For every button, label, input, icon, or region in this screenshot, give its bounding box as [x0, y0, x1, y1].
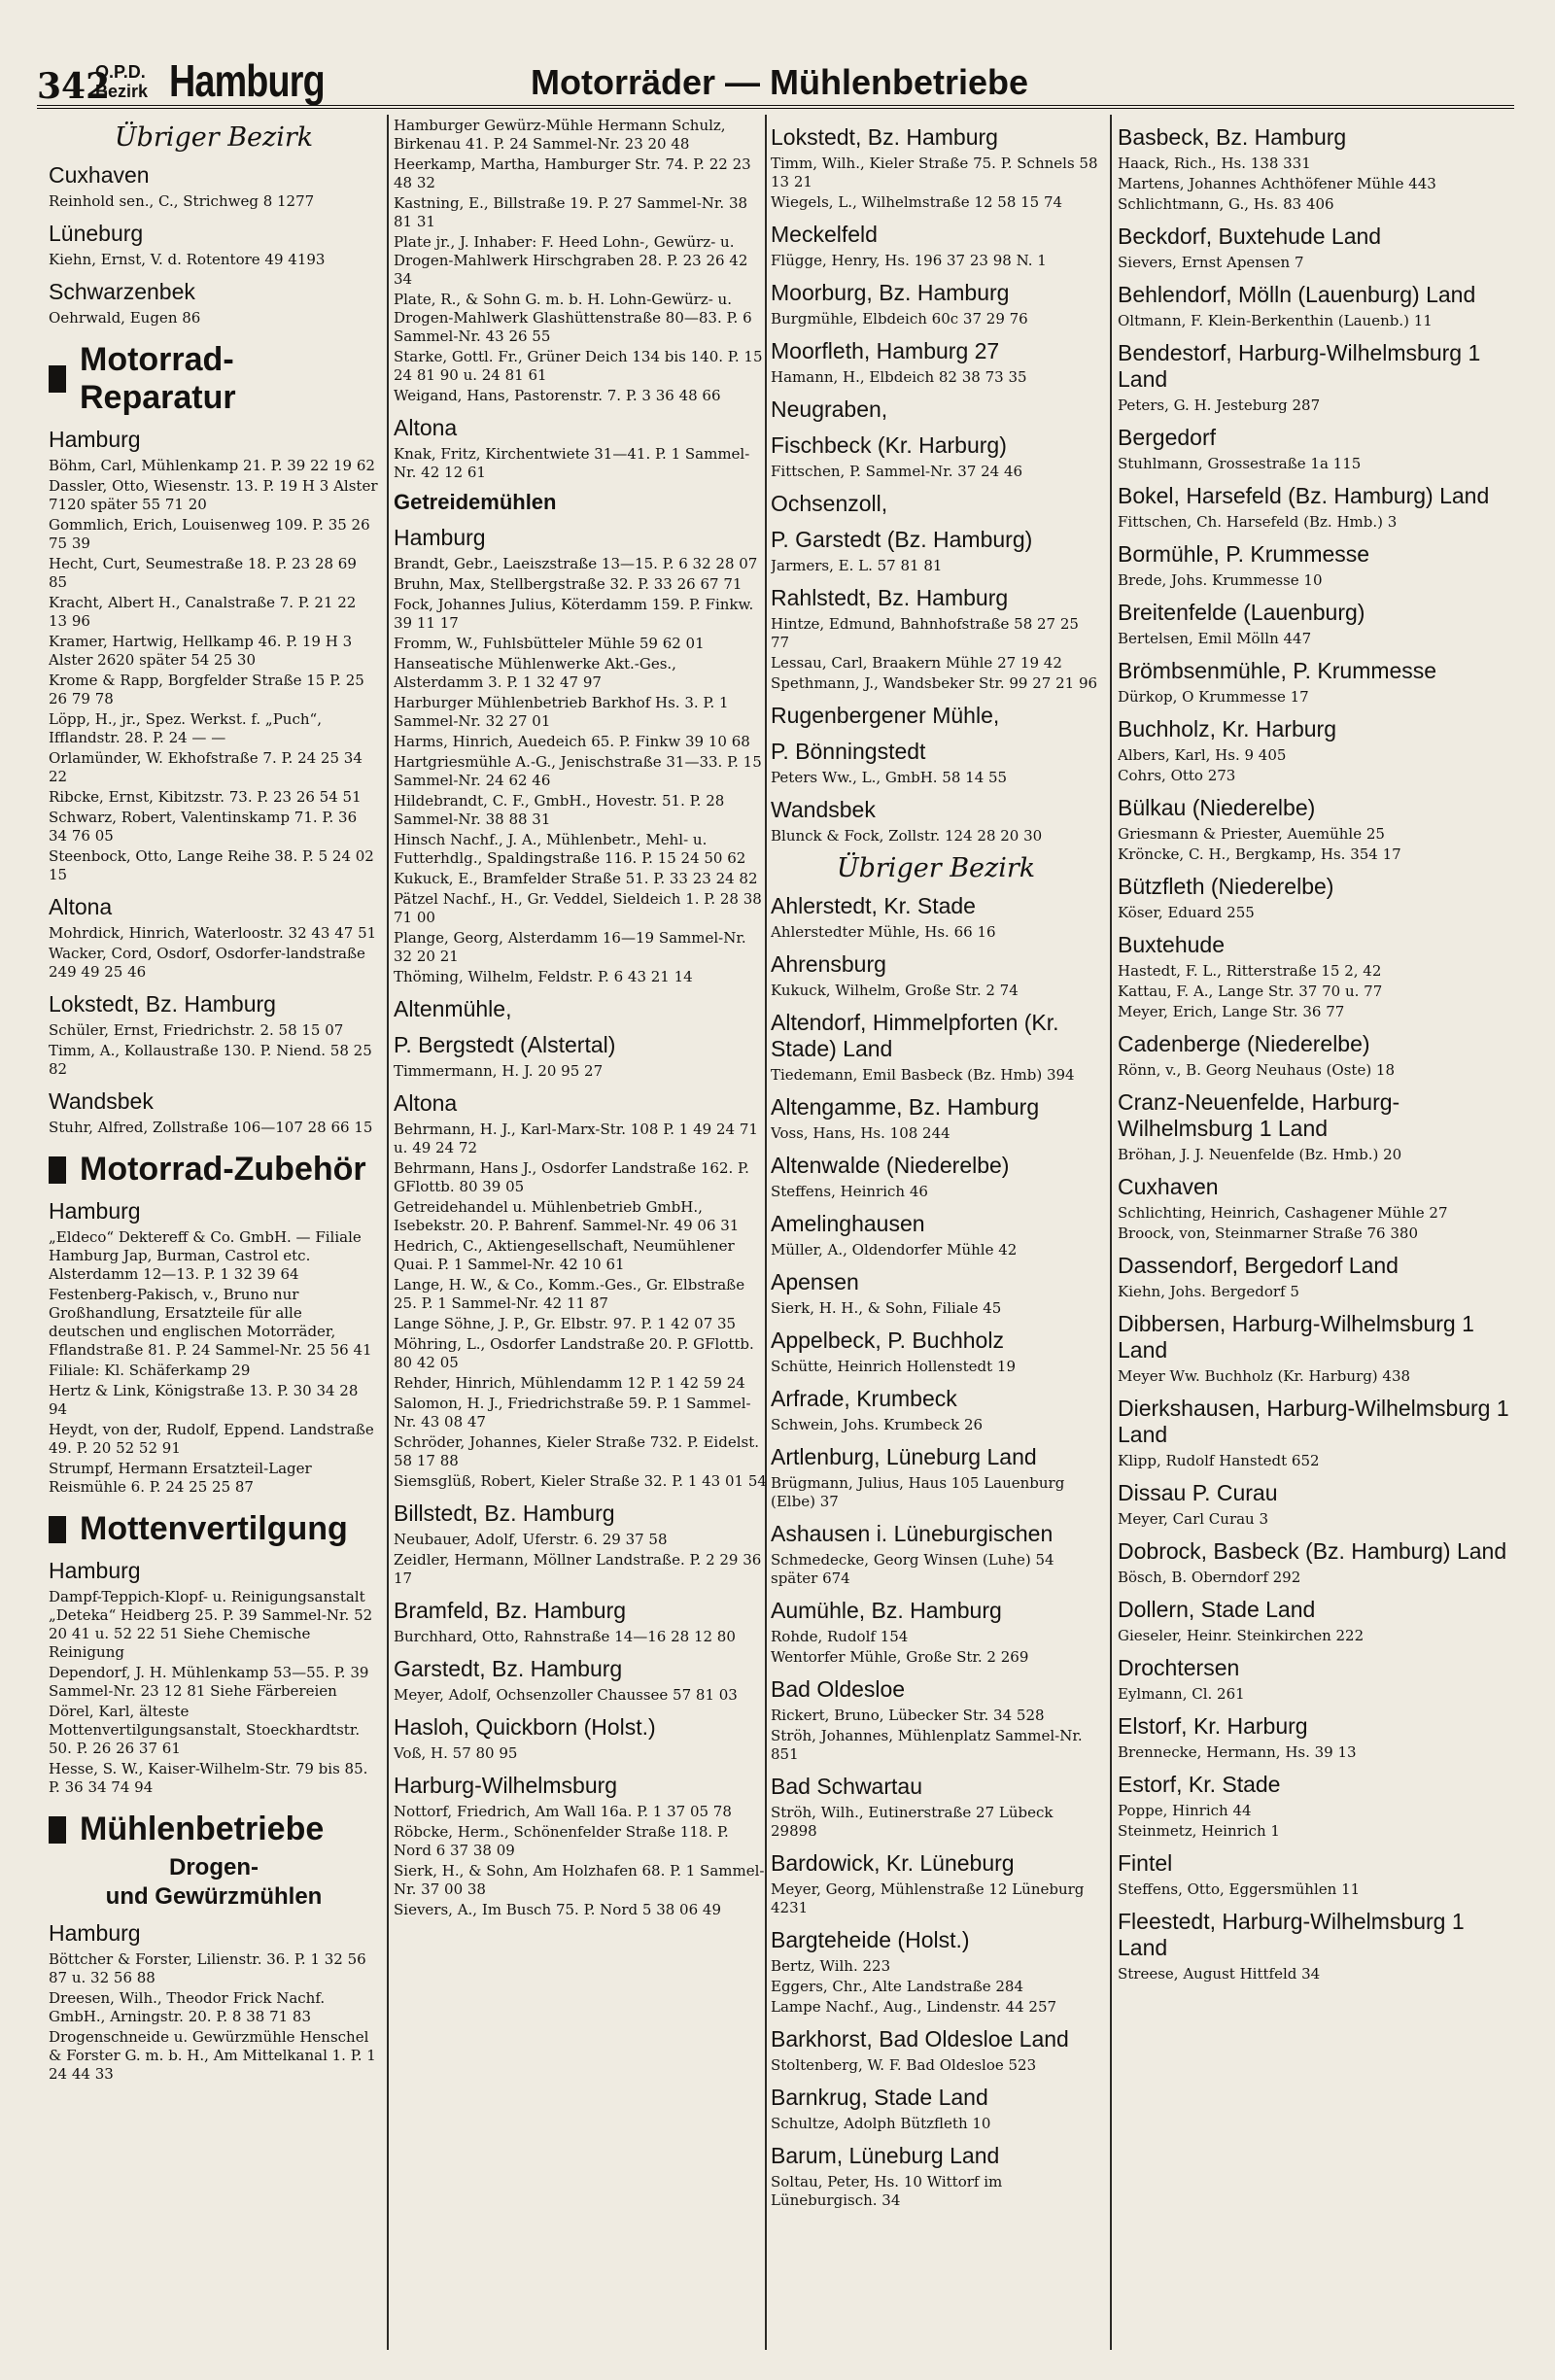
directory-entry: Reinhold sen., C., Strichweg 8 1277: [49, 192, 315, 210]
directory-entry: Schröder, Johannes, Kieler Straße 732. P. Eidelst. 58 17 88: [394, 1433, 760, 1469]
directory-entry: Kiehn, Johs. Bergedorf 5: [1118, 1283, 1299, 1300]
directory-entry: Steenbock, Otto, Lange Reihe 38. P. 5 24 02 15: [49, 847, 374, 883]
directory-entry: Hedrich, C., Aktiengesellschaft, Neumühlener Quai. P. 1 Sammel-Nr. 42 10 61: [394, 1237, 735, 1273]
directory-entry: Hesse, S. W., Kaiser-Wilhelm-Str. 79 bis 85. P. 36 34 74 94: [49, 1760, 368, 1796]
directory-entry: Meyer, Erich, Lange Str. 36 77: [1118, 1003, 1345, 1020]
directory-column-1: [49, 115, 379, 2350]
directory-entry: Salomon, H. J., Friedrichstraße 59. P. 1 Sammel-Nr. 43 08 47: [394, 1395, 751, 1431]
directory-entry: Heerkamp, Martha, Hamburger Str. 74. P. 22 23 48 32: [394, 155, 751, 191]
place-heading: Altenwalde (Niederelbe): [771, 1153, 1010, 1178]
directory-entry: Martens, Johannes Achthöfener Mühle 443: [1118, 175, 1436, 192]
place-heading: Elstorf, Kr. Harburg: [1118, 1713, 1308, 1739]
directory-entry: Köser, Eduard 255: [1118, 904, 1255, 921]
directory-entry: Timm, A., Kollaustraße 130. P. Niend. 58 25 82: [49, 1042, 372, 1078]
directory-entry: Wiegels, L., Wilhelmstraße 12 58 15 74: [771, 193, 1063, 211]
subcategory-heading: Drogen-: [169, 1854, 259, 1880]
place-heading: Ochsenzoll,: [771, 491, 888, 516]
directory-entry: Stuhr, Alfred, Zollstraße 106—107 28 66 15: [49, 1119, 373, 1136]
place-heading: Dobrock, Basbeck (Bz. Hamburg) Land: [1118, 1538, 1507, 1564]
directory-entry: Albers, Karl, Hs. 9 405: [1118, 746, 1287, 764]
directory-entry: Voss, Hans, Hs. 108 244: [771, 1124, 950, 1142]
directory-entry: Strumpf, Hermann Ersatzteil-Lager Reismühle 6. P. 24 25 25 87: [49, 1460, 312, 1496]
page-number: 342: [37, 66, 111, 107]
directory-entry: Klipp, Rudolf Hanstedt 652: [1118, 1452, 1320, 1469]
directory-entry: Dassler, Otto, Wiesenstr. 13. P. 19 H 3 Alster 7120 später 55 71 20: [49, 477, 378, 513]
district-heading: Übriger Bezirk: [114, 122, 314, 153]
place-heading: Appelbeck, P. Buchholz: [771, 1328, 1004, 1353]
square-bullet-icon: [49, 1156, 66, 1184]
place-heading: P. Bönningstedt: [771, 739, 926, 764]
place-heading: Barum, Lüneburg Land: [771, 2143, 1000, 2168]
place-heading: Amelinghausen: [771, 1211, 925, 1236]
directory-entry: Ströh, Johannes, Mühlenplatz Sammel-Nr. 851: [771, 1727, 1083, 1763]
place-heading: Dibbersen, Harburg-Wilhelmsburg 1 Land: [1118, 1311, 1474, 1362]
opd-text: O.P.D.: [95, 62, 146, 82]
directory-entry: Böttcher & Forster, Lilienstr. 36. P. 1 32 56 87 u. 32 56 88: [49, 1950, 366, 1986]
place-heading: Altendorf, Himmelpforten (Kr. Stade) Land: [771, 1010, 1059, 1061]
place-heading: Bramfeld, Bz. Hamburg: [394, 1598, 627, 1623]
place-heading: Bendestorf, Harburg-Wilhelmsburg 1 Land: [1118, 340, 1481, 392]
directory-entry: Harms, Hinrich, Auedeich 65. P. Finkw 39 10 68: [394, 733, 750, 750]
directory-entry: Bruhn, Max, Stellbergstraße 32. P. 33 26 67 71: [394, 575, 743, 593]
directory-entry: Schüler, Ernst, Friedrichstr. 2. 58 15 07: [49, 1021, 344, 1039]
directory-entry: Fittschen, P. Sammel-Nr. 37 24 46: [771, 463, 1023, 480]
directory-entry: Starke, Gottl. Fr., Grüner Deich 134 bis 140. P. 15 24 81 90 u. 24 81 61: [394, 348, 763, 384]
directory-entry: Tiedemann, Emil Basbeck (Bz. Hmb) 394: [771, 1066, 1075, 1084]
directory-entry: Brügmann, Julius, Haus 105 Lauenburg (Elbe) 37: [771, 1474, 1065, 1510]
directory-entry: Rohde, Rudolf 154: [771, 1628, 909, 1645]
directory-entry: Sierk, H., & Sohn, Am Holzhafen 68. P. 1 Sammel-Nr. 37 00 38: [394, 1862, 765, 1898]
place-heading: Breitenfelde (Lauenburg): [1118, 600, 1365, 625]
place-heading: Altona: [49, 894, 113, 919]
directory-entry: Meyer Ww. Buchholz (Kr. Harburg) 438: [1118, 1367, 1411, 1385]
place-heading: Schwarzenbek: [49, 279, 195, 304]
directory-entry: Dörel, Karl, älteste Mottenvertilgungsanstalt, Stoeckhardtstr. 50. P. 26 26 37 61: [49, 1703, 361, 1757]
directory-entry: Schlichting, Heinrich, Cashagener Mühle 27: [1118, 1204, 1448, 1222]
place-heading: Moorfleth, Hamburg 27: [771, 338, 1000, 363]
directory-entry: Kukuck, E., Bramfelder Straße 51. P. 33 23 24 82: [394, 870, 758, 887]
category-banner: [49, 1811, 379, 1848]
place-heading: Rahlstedt, Bz. Hamburg: [771, 585, 1009, 610]
place-heading: Bülkau (Niederelbe): [1118, 795, 1316, 820]
place-heading: Hamburg: [49, 1920, 141, 1946]
square-bullet-icon: [49, 1816, 66, 1844]
directory-entry: Orlamünder, W. Ekhofstraße 7. P. 24 25 34 22: [49, 749, 363, 785]
directory-entry: Oltmann, F. Klein-Berkenthin (Lauenb.) 11: [1118, 312, 1433, 329]
directory-entry: Gommlich, Erich, Louisenweg 109. P. 35 26 75 39: [49, 516, 370, 552]
directory-entry: Hanseatische Mühlenwerke Akt.-Ges., Alsterdamm 3. P. 1 32 47 97: [394, 655, 676, 691]
directory-entry: Peters, G. H. Jesteburg 287: [1118, 397, 1321, 414]
directory-entry: Getreidehandel u. Mühlenbetrieb GmbH., Isebekstr. 20. P. Bahrenf. Sammel-Nr. 49 06 31: [394, 1198, 740, 1234]
place-heading: Altengamme, Bz. Hamburg: [771, 1094, 1040, 1120]
directory-entry: Soltau, Peter, Hs. 10 Wittorf im Lüneburgisch. 34: [771, 2173, 1003, 2209]
directory-entry: Fromm, W., Fuhlsbütteler Mühle 59 62 01: [394, 635, 705, 652]
place-heading: Ashausen i. Lüneburgischen: [771, 1521, 1054, 1546]
directory-entry: Burgmühle, Elbdeich 60c 37 29 76: [771, 310, 1028, 328]
directory-entry: Böhm, Carl, Mühlenkamp 21. P. 39 22 19 62: [49, 457, 375, 474]
place-heading: Beckdorf, Buxtehude Land: [1118, 224, 1382, 249]
section-title: Motorräder — Mühlenbetriebe: [531, 62, 1029, 102]
directory-entry: Jarmers, E. L. 57 81 81: [771, 557, 943, 574]
place-heading: Bützfleth (Niederelbe): [1118, 874, 1334, 899]
directory-entry: Ströh, Wilh., Eutinerstraße 27 Lübeck 29898: [771, 1804, 1054, 1840]
directory-entry: Blunck & Fock, Zollstr. 124 28 20 30: [771, 827, 1043, 845]
place-heading: Meckelfeld: [771, 222, 878, 247]
category-banner: [49, 341, 379, 417]
place-heading: Lokstedt, Bz. Hamburg: [49, 991, 276, 1017]
place-heading: P. Bergstedt (Alstertal): [394, 1032, 616, 1057]
place-heading: Barkhorst, Bad Oldesloe Land: [771, 2026, 1069, 2052]
directory-entry: Krome & Rapp, Borgfelder Straße 15 P. 25 26 79 78: [49, 672, 364, 707]
directory-entry: Hastedt, F. L., Ritterstraße 15 2, 42: [1118, 962, 1382, 980]
bezirk-text: Bezirk: [95, 82, 149, 101]
directory-entry: Meyer, Carl Curau 3: [1118, 1510, 1269, 1528]
directory-entry: Schwarz, Robert, Valentinskamp 71. P. 36 34 76 05: [49, 809, 358, 845]
directory-entry: Broock, von, Steinmarner Straße 76 380: [1118, 1224, 1419, 1242]
city-title: Hamburg: [169, 55, 325, 106]
place-heading: Artlenburg, Lüneburg Land: [771, 1444, 1037, 1469]
directory-entry: Kracht, Albert H., Canalstraße 7. P. 21 22 13 96: [49, 594, 357, 630]
place-heading: Basbeck, Bz. Hamburg: [1118, 124, 1347, 150]
directory-entry: Ribcke, Ernst, Kibitzstr. 73. P. 23 26 54 51: [49, 788, 362, 806]
directory-entry: Hildebrandt, C. F., GmbH., Hovestr. 51. P. 28 Sammel-Nr. 38 88 31: [394, 792, 725, 828]
category-banner: [49, 1151, 379, 1189]
place-heading: Altona: [394, 1090, 458, 1116]
column-divider: [387, 115, 389, 2350]
directory-entry: Bertelsen, Emil Mölln 447: [1118, 630, 1312, 647]
directory-entry: Kastning, E., Billstraße 19. P. 27 Sammel-Nr. 38 81 31: [394, 194, 748, 230]
directory-entry: Schwein, Johs. Krumbeck 26: [771, 1416, 984, 1433]
directory-entry: Hartgriesmühle A.-G., Jenischstraße 31—33. P. 15 Sammel-Nr. 24 62 46: [394, 753, 762, 789]
category-banner-label: Mühlenbetriebe: [80, 1811, 325, 1847]
directory-entry: Harburger Mühlenbetrieb Barkhof Hs. 3. P. 1 Sammel-Nr. 32 27 01: [394, 694, 729, 730]
place-heading: Apensen: [771, 1269, 859, 1294]
directory-entry: Zeidler, Hermann, Möllner Landstraße. P. 2 29 36 17: [394, 1551, 762, 1587]
directory-entry: Voß, H. 57 80 95: [394, 1744, 518, 1762]
directory-entry: Hinsch Nachf., J. A., Mühlenbetr., Mehl- u. Futterhdlg., Spaldingstraße 116. P. 15 24 50 62: [394, 831, 746, 867]
directory-entry: Steffens, Heinrich 46: [771, 1183, 928, 1200]
directory-entry: Fock, Johannes Julius, Köterdamm 159. P. Finkw. 39 11 17: [394, 596, 754, 632]
directory-entry: Mohrdick, Hinrich, Waterloostr. 32 43 47 51: [49, 924, 377, 942]
directory-entry: Hertz & Link, Königstraße 13. P. 30 34 28 94: [49, 1382, 359, 1418]
place-heading: Bargteheide (Holst.): [771, 1927, 970, 1952]
place-heading: Moorburg, Bz. Hamburg: [771, 280, 1010, 305]
place-heading: Hamburg: [49, 1558, 141, 1583]
directory-entry: Behrmann, H. J., Karl-Marx-Str. 108 P. 1 49 24 71 u. 49 24 72: [394, 1121, 758, 1156]
directory-entry: Lessau, Carl, Braakern Mühle 27 19 42: [771, 654, 1062, 672]
directory-entry: Cohrs, Otto 273: [1118, 767, 1236, 784]
place-heading: Ahrensburg: [771, 951, 886, 977]
directory-entry: Peters Ww., L., GmbH. 58 14 55: [771, 769, 1008, 786]
directory-entry: Hintze, Edmund, Bahnhofstraße 58 27 25 77: [771, 615, 1079, 651]
place-heading: Behlendorf, Mölln (Lauenburg) Land: [1118, 282, 1476, 307]
place-heading: Wandsbek: [771, 797, 876, 822]
directory-entry: Filiale: Kl. Schäferkamp 29: [49, 1362, 251, 1379]
column-divider: [1110, 115, 1112, 2350]
directory-entry: Sierk, H. H., & Sohn, Filiale 45: [771, 1299, 1002, 1317]
directory-entry: Kröncke, C. H., Bergkamp, Hs. 354 17: [1118, 845, 1401, 863]
place-heading: Altona: [394, 415, 458, 440]
square-bullet-icon: [49, 1516, 66, 1543]
place-heading: Bergedorf: [1118, 425, 1217, 450]
district-heading: Übriger Bezirk: [836, 853, 1036, 883]
place-heading: Bokel, Harsefeld (Bz. Hamburg) Land: [1118, 483, 1490, 508]
place-heading: Hamburg: [49, 1198, 141, 1224]
directory-entry: Kattau, F. A., Lange Str. 37 70 u. 77: [1118, 983, 1383, 1000]
place-heading: Fintel: [1118, 1850, 1173, 1876]
directory-entry: Siemsglüß, Robert, Kieler Straße 32. P. 1 43 01 54: [394, 1472, 767, 1490]
place-heading: Buchholz, Kr. Harburg: [1118, 716, 1337, 742]
directory-entry: Müller, A., Oldendorfer Mühle 42: [771, 1241, 1018, 1259]
directory-entry: Poppe, Hinrich 44: [1118, 1802, 1252, 1819]
place-heading: Cuxhaven: [1118, 1174, 1219, 1199]
directory-entry: Ahlerstedter Mühle, Hs. 66 16: [771, 923, 996, 941]
directory-entry: Brandt, Gebr., Laeiszstraße 13—15. P. 6 32 28 07: [394, 555, 758, 572]
place-heading: Cuxhaven: [49, 162, 150, 188]
directory-entry: Löpp, H., jr., Spez. Werkst. f. „Puch“, Ifflandstr. 28. P. 24 — —: [49, 710, 322, 746]
directory-entry: Hamburger Gewürz-Mühle Hermann Schulz, Birkenau 41. P. 24 Sammel-Nr. 23 20 48: [394, 117, 726, 153]
directory-entry: Gieseler, Heinr. Steinkirchen 222: [1118, 1627, 1365, 1644]
directory-entry: Eggers, Chr., Alte Landstraße 284: [771, 1978, 1024, 1995]
place-heading: Cranz-Neuenfelde, Harburg-Wilhelmsburg 1 Land: [1118, 1089, 1400, 1141]
place-heading: Harburg-Wilhelmsburg: [394, 1773, 618, 1798]
place-heading: Hamburg: [49, 427, 141, 452]
page-header: [37, 54, 1495, 111]
place-heading: Aumühle, Bz. Hamburg: [771, 1598, 1002, 1623]
directory-entry: Oehrwald, Eugen 86: [49, 309, 201, 327]
directory-entry: Eylmann, Cl. 261: [1118, 1685, 1245, 1703]
directory-entry: Spethmann, J., Wandsbeker Str. 99 27 21 96: [771, 674, 1098, 692]
directory-entry: Nottorf, Friedrich, Am Wall 16a. P. 1 37 05 78: [394, 1803, 732, 1820]
place-heading: Lüneburg: [49, 221, 144, 246]
directory-entry: Festenberg-Pakisch, v., Bruno nur Großhandlung, Ersatzteile für alle deutschen und englischen Motorräder, Fflandstraße 81. P. 24 Sammel-Nr. 25 56 41: [49, 1286, 372, 1359]
directory-entry: Sievers, Ernst Apensen 7: [1118, 254, 1304, 271]
place-heading: Dassendorf, Bergedorf Land: [1118, 1253, 1399, 1278]
subcategory-heading: und Gewürzmühlen: [105, 1883, 323, 1910]
place-heading: Garstedt, Bz. Hamburg: [394, 1656, 623, 1681]
directory-entry: Wentorfer Mühle, Große Str. 2 269: [771, 1648, 1029, 1666]
category-banner: [49, 1510, 379, 1548]
place-heading: Dissau P. Curau: [1118, 1480, 1278, 1505]
directory-entry: Wacker, Cord, Osdorf, Osdorfer-landstraße 249 49 25 46: [49, 945, 365, 981]
directory-entry: Lange, H. W., & Co., Komm.-Ges., Gr. Elbstraße 25. P. 1 Sammel-Nr. 42 11 87: [394, 1276, 745, 1312]
directory-entry: Knak, Fritz, Kirchentwiete 31—41. P. 1 Sammel-Nr. 42 12 61: [394, 445, 750, 481]
directory-entry: Sievers, A., Im Busch 75. P. Nord 5 38 06 49: [394, 1901, 721, 1918]
place-heading: Altenmühle,: [394, 996, 512, 1021]
directory-entry: Schütte, Heinrich Hollenstedt 19: [771, 1358, 1017, 1375]
place-heading: Buxtehude: [1118, 932, 1225, 957]
directory-entry: Brennecke, Hermann, Hs. 39 13: [1118, 1743, 1357, 1761]
directory-entry: Weigand, Hans, Pastorenstr. 7. P. 3 36 48 66: [394, 387, 721, 404]
directory-entry: Plate jr., J. Inhaber: F. Heed Lohn-, Gewürz- u. Drogen-Mahlwerk Hirschgraben 28. P. 23 26 42 34: [394, 233, 748, 288]
directory-entry: Möhring, L., Osdorfer Landstraße 20. P. GFlottb. 80 42 05: [394, 1335, 754, 1371]
directory-entry: Schmedecke, Georg Winsen (Luhe) 54 später 674: [771, 1551, 1054, 1587]
place-heading: Estorf, Kr. Stade: [1118, 1772, 1281, 1797]
directory-entry: Rönn, v., B. Georg Neuhaus (Oste) 18: [1118, 1061, 1396, 1079]
place-heading: Ahlerstedt, Kr. Stade: [771, 893, 976, 918]
directory-entry: Dampf-Teppich-Klopf- u. Reinigungsanstalt „Deteka“ Heidberg 25. P. 39 Sammel-Nr. 52 20 41 u. 52 22 51 Siehe Chemische Reinigung: [49, 1588, 373, 1661]
place-heading: Bad Schwartau: [771, 1774, 922, 1799]
directory-entry: Thöming, Wilhelm, Feldstr. P. 6 43 21 14: [394, 968, 693, 985]
directory-entry: Dreesen, Wilh., Theodor Frick Nachf. GmbH., Arningstr. 20. P. 8 38 71 83: [49, 1989, 326, 2025]
opd-label: [95, 62, 148, 101]
directory-entry: Lampe Nachf., Aug., Lindenstr. 44 257: [771, 1998, 1057, 2016]
place-heading: Dierkshausen, Harburg-Wilhelmsburg 1 Land: [1118, 1396, 1509, 1447]
directory-entry: Röbcke, Herm., Schönenfelder Straße 118. P. Nord 6 37 38 09: [394, 1823, 729, 1859]
place-heading: Wandsbek: [49, 1088, 154, 1114]
directory-column-3: [771, 115, 1101, 2350]
directory-entry: Steffens, Otto, Eggersmühlen 11: [1118, 1880, 1361, 1898]
place-heading: Cadenberge (Niederelbe): [1118, 1031, 1370, 1056]
directory-entry: Flügge, Henry, Hs. 196 37 23 98 N. 1: [771, 252, 1047, 269]
directory-entry: Stoltenberg, W. F. Bad Oldesloe 523: [771, 2056, 1037, 2074]
directory-entry: Bösch, B. Oberndorf 292: [1118, 1569, 1301, 1586]
place-heading: Brömbsenmühle, P. Krummesse: [1118, 658, 1437, 683]
place-heading: Bardowick, Kr. Lüneburg: [771, 1850, 1015, 1876]
directory-entry: Kiehn, Ernst, V. d. Rotentore 49 4193: [49, 251, 326, 268]
subcategory-heading: Getreidemühlen: [394, 490, 557, 514]
directory-entry: Stuhlmann, Grossestraße 1a 115: [1118, 455, 1362, 472]
directory-entry: Kukuck, Wilhelm, Große Str. 2 74: [771, 982, 1019, 999]
directory-entry: Schultze, Adolph Bützfleth 10: [771, 2115, 991, 2132]
directory-entry: Neubauer, Adolf, Uferstr. 6. 29 37 58: [394, 1531, 668, 1548]
directory-entry: Timm, Wilh., Kieler Straße 75. P. Schnels 58 13 21: [771, 155, 1098, 190]
directory-entry: Pätzel Nachf., H., Gr. Veddel, Sieldeich 1. P. 28 38 71 00: [394, 890, 762, 926]
place-heading: Billstedt, Bz. Hamburg: [394, 1500, 615, 1526]
directory-entry: Steinmetz, Heinrich 1: [1118, 1822, 1280, 1840]
directory-entry: Brede, Johs. Krummesse 10: [1118, 571, 1323, 589]
place-heading: Drochtersen: [1118, 1655, 1240, 1680]
place-heading: Rugenbergener Mühle,: [771, 703, 1000, 728]
directory-entry: Lange Söhne, J. P., Gr. Elbstr. 97. P. 1 42 07 35: [394, 1315, 737, 1332]
directory-entry: Behrmann, Hans J., Osdorfer Landstraße 162. P. GFlottb. 80 39 05: [394, 1159, 749, 1195]
directory-entry: Meyer, Georg, Mühlenstraße 12 Lüneburg 4231: [771, 1880, 1085, 1916]
directory-entry: Rehder, Hinrich, Mühlendamm 12 P. 1 42 59 24: [394, 1374, 745, 1392]
category-banner-label: Motorrad-Reparatur: [80, 341, 236, 416]
directory-entry: Haack, Rich., Hs. 138 331: [1118, 155, 1311, 172]
directory-entry: Heydt, von der, Rudolf, Eppend. Landstraße 49. P. 20 52 52 91: [49, 1421, 374, 1457]
directory-entry: Streese, August Hittfeld 34: [1118, 1965, 1321, 1983]
directory-column-2: [394, 115, 768, 2350]
directory-entry: Kramer, Hartwig, Hellkamp 46. P. 19 H 3 Alster 2620 später 54 25 30: [49, 633, 353, 669]
place-heading: Lokstedt, Bz. Hamburg: [771, 124, 998, 150]
place-heading: Fleestedt, Harburg-Wilhelmsburg 1 Land: [1118, 1909, 1465, 1960]
category-banner-label: Motorrad-Zubehör: [80, 1151, 366, 1188]
place-heading: Dollern, Stade Land: [1118, 1597, 1316, 1622]
directory-entry: Burchhard, Otto, Rahnstraße 14—16 28 12 80: [394, 1628, 736, 1645]
place-heading: Hasloh, Quickborn (Holst.): [394, 1714, 656, 1740]
directory-entry: Fittschen, Ch. Harsefeld (Bz. Hmb.) 3: [1118, 513, 1398, 531]
directory-entry: Rickert, Bruno, Lübecker Str. 34 528: [771, 1707, 1045, 1724]
header-rule: [37, 105, 1514, 109]
directory-entry: Dependorf, J. H. Mühlenkamp 53—55. P. 39 Sammel-Nr. 23 12 81 Siehe Färbereien: [49, 1664, 369, 1700]
directory-entry: Meyer, Adolf, Ochsenzoller Chaussee 57 81 03: [394, 1686, 738, 1704]
place-heading: Neugraben,: [771, 397, 888, 422]
directory-entry: Plange, Georg, Alsterdamm 16—19 Sammel-Nr. 32 20 21: [394, 929, 746, 965]
square-bullet-icon: [49, 365, 66, 393]
directory-entry: Bröhan, J. J. Neuenfelde (Bz. Hmb.) 20: [1118, 1146, 1402, 1163]
place-heading: Fischbeck (Kr. Harburg): [771, 432, 1007, 458]
directory-entry: Hecht, Curt, Seumestraße 18. P. 23 28 69 85: [49, 555, 357, 591]
directory-column-4: [1118, 115, 1516, 2350]
directory-entry: Schlichtmann, G., Hs. 83 406: [1118, 195, 1334, 213]
place-heading: Bormühle, P. Krummesse: [1118, 541, 1370, 567]
place-heading: Bad Oldesloe: [771, 1676, 906, 1702]
directory-entry: Plate, R., & Sohn G. m. b. H. Lohn-Gewürz- u. Drogen-Mahlwerk Glashüttenstraße 80—83. P. 6 Sammel-Nr. 43 26 55: [394, 291, 752, 345]
directory-entry: Drogenschneide u. Gewürzmühle Henschel & Forster G. m. b. H., Am Mittelkanal 1. P. 1 24 44 33: [49, 2028, 376, 2083]
directory-entry: „Eldeco“ Dektereff & Co. GmbH. — Filiale Hamburg Jap, Burman, Castrol etc. Alsterdamm 12—13. P. 1 32 39 64: [49, 1228, 362, 1283]
place-heading: Arfrade, Krumbeck: [771, 1386, 957, 1411]
place-heading: P. Garstedt (Bz. Hamburg): [771, 527, 1033, 552]
place-heading: Barnkrug, Stade Land: [771, 2085, 988, 2110]
directory-entry: Hamann, H., Elbdeich 82 38 73 35: [771, 368, 1027, 386]
place-heading: Hamburg: [394, 525, 486, 550]
directory-entry: Griesmann & Priester, Auemühle 25: [1118, 825, 1385, 843]
directory-entry: Timmermann, H. J. 20 95 27: [394, 1062, 604, 1080]
category-banner-label: Mottenvertilgung: [80, 1510, 348, 1547]
directory-entry: Bertz, Wilh. 223: [771, 1957, 891, 1975]
directory-entry: Dürkop, O Krummesse 17: [1118, 688, 1309, 706]
